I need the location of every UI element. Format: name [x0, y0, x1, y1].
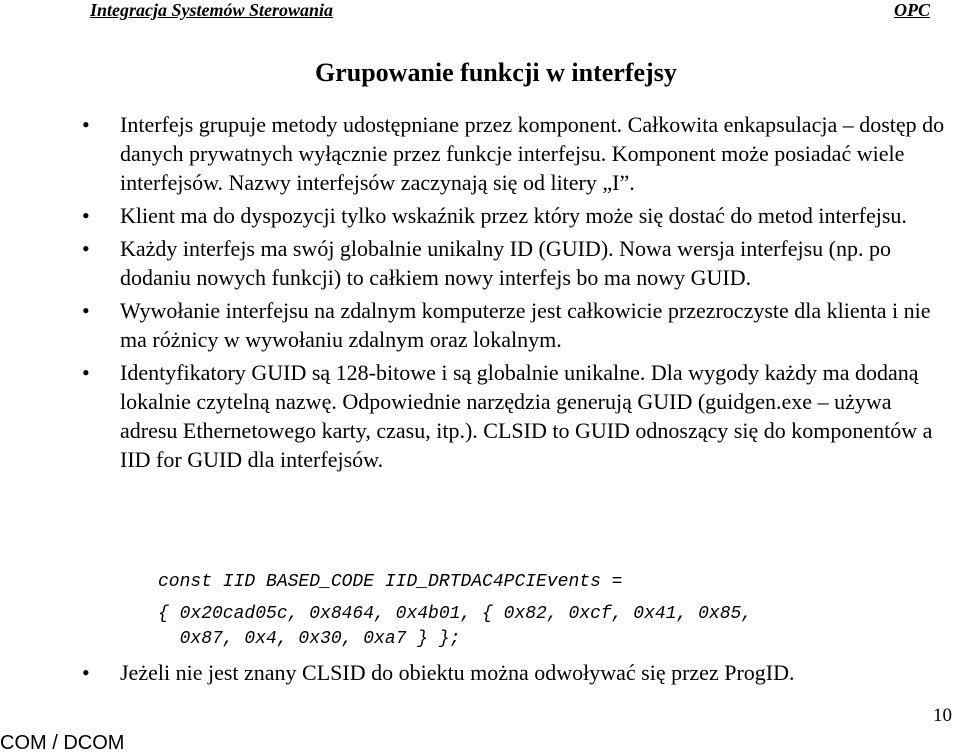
slide-title: Grupowanie funkcji w interfejsy: [315, 58, 677, 87]
page-number: 10: [933, 705, 952, 726]
bullet-text: Identyfikatory GUID są 128-bitowe i są globalnie unikalne. Dla wygody każdy ma dodaną lokalnie czytelną nazwę. Odpowiednie narzędzia generują GUID (guidgen.exe – używa adresu Ethernetowego karty, czasu, itp.). CLSID to GUID odnoszący się do komponentów a IID for GUID dla interfejsów.: [120, 360, 933, 472]
bullet-item: [0, 296, 960, 354]
bullet-item: [0, 110, 960, 197]
bullet-item: [0, 201, 960, 230]
bullet-item: [0, 658, 960, 687]
bullet-dot-icon: •: [82, 360, 90, 385]
code-line-3: 0x87, 0x4, 0x30, 0xa7 } };: [158, 629, 461, 649]
bullet-item: [0, 234, 960, 292]
bullet-text: Klient ma do dyspozycji tylko wskaźnik przez który może się dostać do metod interfejsu.: [120, 203, 907, 228]
bullet-dot-icon: •: [82, 660, 90, 685]
header-course-title: Integracja Systemów Sterowania: [90, 0, 334, 20]
bullet-list-last: [0, 658, 960, 691]
header-topic: OPC: [894, 0, 930, 20]
bullet-text: Interfejs grupuje metody udostępniane przez komponent. Całkowita enkapsulacja – dostęp do danych prywatnych wyłącznie przez funkcje interfejsu. Komponent może posiadać wiele interfejsów. Nazwy interfejsów zaczynają się od litery „I”.: [120, 112, 945, 195]
bullet-dot-icon: •: [82, 236, 90, 261]
bullet-text: Wywołanie interfejsu na zdalnym komputerze jest całkowicie przezroczyste dla klienta i nie ma różnicy w wywołaniu zdalnym oraz lokalnym.: [120, 298, 931, 352]
bullet-text: Jeżeli nie jest znany CLSID do obiektu można odwoływać się przez ProgID.: [120, 660, 795, 685]
bullet-text: Każdy interfejs ma swój globalnie unikalny ID (GUID). Nowa wersja interfejsu (np. po dodaniu nowych funkcji) to całkiem nowy interfejs bo ma nowy GUID.: [120, 236, 892, 290]
footer-topic: COM / DCOM: [0, 732, 125, 754]
bullet-dot-icon: •: [82, 112, 90, 137]
bullet-dot-icon: •: [82, 298, 90, 323]
code-line-2: { 0x20cad05c, 0x8464, 0x4b01, { 0x82, 0xcf, 0x41, 0x85,: [158, 604, 753, 624]
bullet-dot-icon: •: [82, 203, 90, 228]
bullet-item: [0, 358, 960, 474]
bullet-list: [0, 110, 960, 478]
code-line-1: const IID BASED_CODE IID_DRTDAC4PCIEvents =: [158, 572, 623, 592]
